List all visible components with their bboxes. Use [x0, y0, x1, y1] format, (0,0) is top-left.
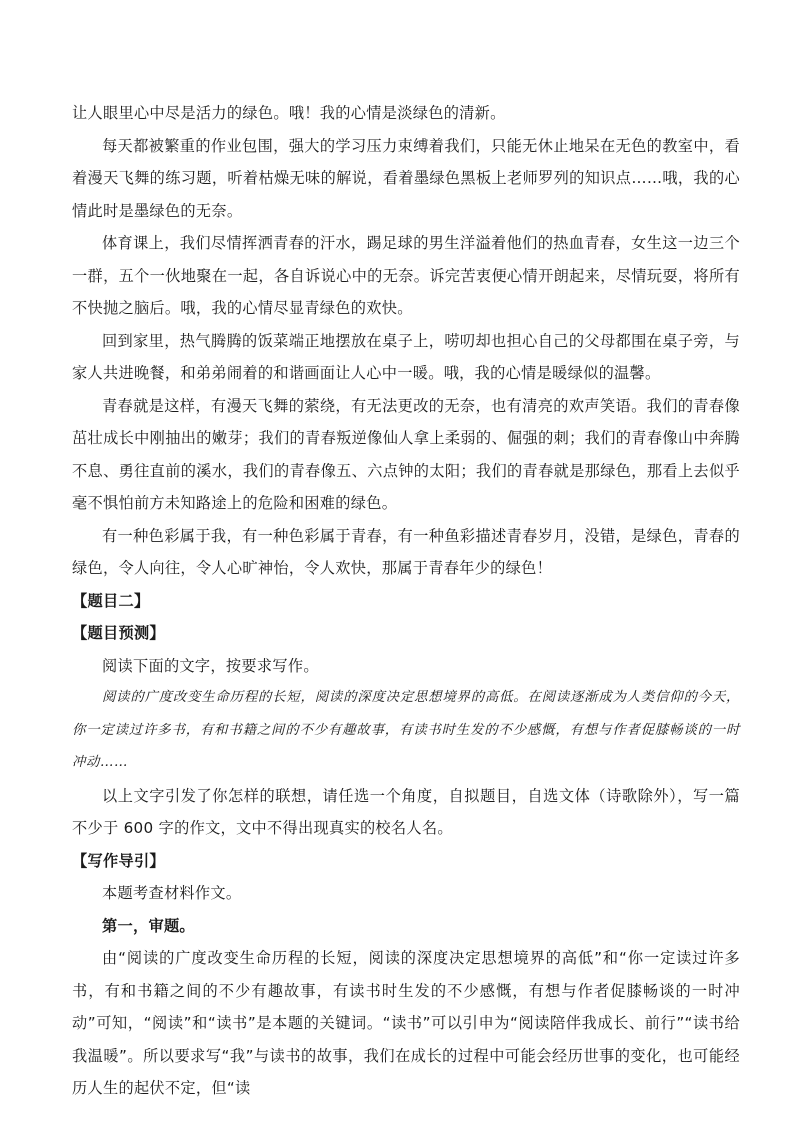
guide-intro: 本题考查材料作文。: [102, 884, 242, 902]
guide-heading: 【写作导引】: [72, 851, 165, 870]
essay-paragraph: 每天都被繁重的作业包围，强大的学习压力束缚着我们，只能无休止地呆在无色的教室中，看着漫天飞舞的练习题，听着枯燥无味的解说，看着墨绿色黑板上老师罗列的知识点……哦，我的心情此时是墨绿色的无奈。: [72, 136, 740, 220]
writing-task: 以上文字引发了你怎样的联想，请任选一个角度，自拟题目，自选文体（诗歌除外），写一篇不少于 600 字的作文，文中不得出现真实的校名人名。: [72, 786, 740, 837]
analysis-paragraph: 由“阅读的广度改变生命历程的长短，阅读的深度决定思想境界的高低”和“你一定读过许多书，有和书籍之间的不少有趣故事，有读书时生发的不少感慨，有想与作者促膝畅谈的一时冲动”可知，“阅读”和“读书”是本题的关键词。“读书”可以引申为“阅读陪伴我成长、前行”“读书给我温暖”。所以要求写“我”与读书的故事，我们在成长的过程中可能会经历世事的变化，也可能经历人生的起伏不定，但“读: [72, 949, 740, 1097]
essay-paragraph: 体育课上，我们尽情挥洒青春的汗水，踢足球的男生洋溢着他们的热血青春，女生这一边三个一群，五个一伙地聚在一起，各自诉说心中的无奈。诉完苦衷便心情开朗起来，尽情玩耍，将所有不快抛之脑后。哦，我的心情尽显青绿色的欢快。: [72, 234, 740, 317]
prediction-heading: 【题目预测】: [72, 624, 165, 642]
section-heading: 【题目二】: [72, 591, 150, 610]
prompt-intro: 阅读下面的文字，按要求写作。: [102, 656, 319, 675]
essay-paragraph: 青春就是这样，有漫天飞舞的萦绕，有无法更改的无奈，也有清亮的欢声笑语。我们的青春像茁壮成长中刚抽出的嫩芽；我们的青春叛逆像仙人拿上柔弱的、倔强的刺；我们的青春像山中奔腾不息、勇往直前的溪水，我们的青春像五、六点钟的太阳；我们的青春就是那绿色，那看上去似乎毫不惧怕前方未知路途上的危险和困难的绿色。: [72, 396, 740, 512]
quoted-material: 阅读的广度改变生命历程的长短，阅读的深度决定思想境界的高低。在阅读逐渐成为人类信仰的今天，你一定读过许多书，有和书籍之间的不少有趣故事，有读书时生发的不少感慨，有想与作者促膝畅谈的一时冲动……: [72, 690, 740, 770]
essay-paragraph: 有一种色彩属于我，有一种色彩属于青春，有一种鱼彩描述青春岁月，没错，是绿色，青春的绿色，令人向往，令人心旷神怡，令人欢快，那属于青春年少的绿色！: [72, 526, 740, 577]
essay-paragraph: 让人眼里心中尽是活力的绿色。哦！我的心情是淡绿色的清新。: [72, 104, 506, 122]
essay-paragraph: 回到家里，热气腾腾的饭菜端正地摆放在桌子上，唠叨却也担心自己的父母都围在桌子旁，与家人共进晚餐，和弟弟闹着的和谐画面让人心中一暖。哦，我的心情是暖绿似的温馨。: [72, 331, 740, 382]
document-body: [72, 97, 740, 1105]
step-one-heading: 第一，审题。: [102, 916, 195, 935]
